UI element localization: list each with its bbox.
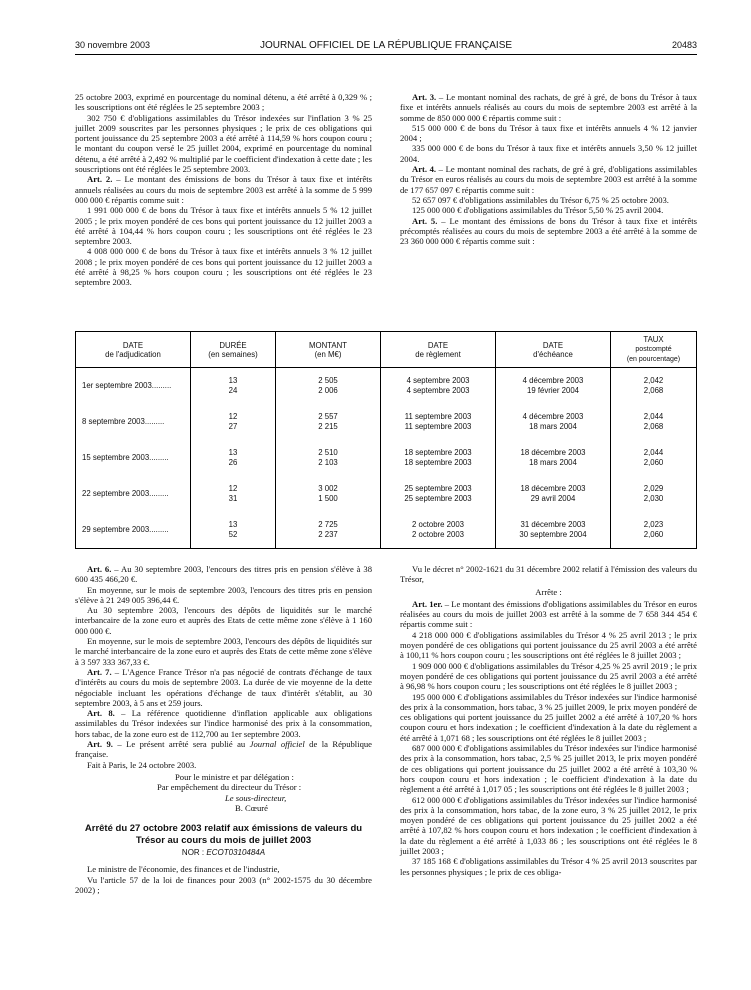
header-page-number: 20483: [671, 40, 697, 50]
cell-reglement: [381, 368, 496, 405]
paragraph: 195 000 000 € d'obligations assimilables du Trésor indexées sur l'indice harmonisé des prix à la consommation, hors tabac, 3 % 25 juillet 2009, le prix moyen pondéré de ces obligations qui portent jouissance du 25 juillet 2002 a été arrêté à 107,20 % hors coupon couru et hors indexation ; le coefficient d'indexation à la date du règlement a été arrêté à 1,071 68 ; les souscriptions ont été réglées le 8 juillet 2003 ;: [400, 691, 697, 743]
page-header: [75, 40, 697, 54]
cell-taux: [611, 404, 697, 440]
article-8: [75, 708, 372, 739]
paragraph: En moyenne, sur le mois de septembre 2003, l'encours des titres pris en pension s'élève à 21 249 005 396,44 €.: [75, 584, 372, 605]
nor-label: NOR :: [181, 848, 207, 858]
article-label: Art. 8.: [87, 708, 115, 719]
table-row: [76, 404, 697, 440]
header-sublabel: postcompté: [635, 346, 672, 353]
signature-title: Le sous-directeur,: [225, 792, 287, 803]
cell-value: 18 septembre 2003: [404, 458, 472, 467]
paragraph: Au 30 septembre 2003, l'encours des dépôts de liquidités sur le marché interbancaire de la zone euro et auprès des Etats de cette même zone s'élève à 1 160 000 000 €.: [75, 605, 372, 636]
header-label: TAUX: [643, 335, 664, 344]
cell-value: 1 500: [318, 494, 338, 503]
cell-value: 4 décembre 2003: [522, 376, 584, 385]
cell-duree: [191, 512, 276, 549]
article-text: – Le montant des émissions de bons du Trésor à taux fixe et intérêts annuels réalisées au cours du mois de septembre 2003 est arrêté à la somme de 5 999 000 000 € répartis comme suit :: [75, 174, 373, 205]
cell-value: 3 002: [318, 484, 338, 493]
cell-taux: [611, 368, 697, 405]
cell-value: 4 septembre 2003: [406, 376, 470, 385]
journal-name: Journal officiel: [249, 739, 305, 750]
cell-taux: [611, 512, 697, 549]
cell-value: 18 mars 2004: [529, 458, 577, 467]
cell-montant: [276, 476, 381, 512]
article-label: Art. 2.: [87, 174, 113, 185]
article-label: Art. 5.: [412, 215, 438, 226]
cell-value: 31: [228, 494, 238, 503]
cell-value: 2,068: [643, 422, 664, 431]
cell-value: 13: [228, 448, 238, 457]
article-text: – Le présent arrêté sera publié au: [112, 739, 250, 750]
table-row: [76, 512, 697, 549]
cell-value: 2,042: [643, 376, 664, 385]
cell-value: 52: [228, 530, 238, 539]
cell-value: 2 006: [318, 386, 338, 395]
cell-date-adjudication: 15 septembre 2003.........: [76, 440, 191, 476]
cell-value: 13: [228, 376, 238, 385]
cell-montant: [276, 440, 381, 476]
cell-date-adjudication: 22 septembre 2003.........: [76, 476, 191, 512]
article-4: [400, 164, 697, 195]
header-sublabel: (en pourcentage): [626, 356, 681, 363]
table-header-row: [76, 332, 697, 368]
paragraph: 515 000 000 € de bons du Trésor à taux fixe et intérêts annuels 4 % 12 janvier 2004 ;: [400, 122, 697, 144]
cell-echeance: [496, 512, 611, 549]
cell-value: 2,044: [643, 448, 664, 457]
cell-value: 4 septembre 2003: [406, 386, 470, 395]
paragraph: 4 218 000 000 € d'obligations assimilables du Trésor 4 % 25 avril 2013 ; le prix moyen pondéré de ces obligations qui portent jouissance du 25 avril 2003 a été arrêté à 100,11 % hors coupon couru ; les souscriptions ont été réglées le 8 juillet 2003 ;: [400, 629, 697, 661]
cell-value: 2,060: [643, 530, 664, 539]
cell-value: 30 septembre 2004: [519, 530, 587, 539]
cell-echeance: [496, 476, 611, 512]
cell-value: 19 février 2004: [526, 386, 579, 395]
cell-value: 2 505: [318, 376, 338, 385]
paragraph: 302 750 € d'obligations assimilables du Trésor indexées sur l'inflation 3 % 25 juillet 2009 souscrites par les personnes physiques ; le prix de ces obligations qui portent jouissance du 25 septembre 2003 a été arrêté à 114,59 % hors coupon couru ; le montant du coupon versé le 25 juillet 2004, exprimé en pourcentage du nominal détenu, a été arrêté à 2,492 % multiplié par le coefficient d'indexation à cette date ; les souscriptions ont été réglées le 25 septembre 2003.: [75, 112, 372, 175]
article-label: Art. 3.: [412, 92, 437, 102]
cell-montant: [276, 368, 381, 405]
cell-value: 2 215: [318, 422, 338, 431]
paragraph: 37 185 168 € d'obligations assimilables du Trésor 4 % 25 avril 2013 souscrites par les personnes physiques ; le prix de ces obliga-: [400, 856, 697, 877]
cell-value: 2,068: [643, 386, 664, 395]
cell-echeance: [496, 404, 611, 440]
cell-value: 2,029: [643, 484, 664, 493]
table-body: [76, 368, 697, 549]
cell-value: 11 septembre 2003: [404, 422, 472, 431]
paragraph: 1 909 000 000 € d'obligations assimilables du Trésor 4,25 % 25 avril 2019 ; le prix moyen pondéré de ces obligations qui portent jouissance du 25 avril 2003 a été arrêté à 96,98 % hors coupon couru ; les souscriptions ont été réglées le 8 juillet 2003 ;: [400, 660, 697, 692]
cell-value: 2,044: [643, 412, 664, 421]
article-text: – Le montant des émissions de bons du Trésor à taux fixe et intérêts précomptés réalisées au cours du mois de septembre 2003 a été arrêté à la somme de 23 360 000 000 € répartis comme suit :: [400, 215, 698, 247]
cell-value: 25 septembre 2003: [404, 484, 472, 493]
article-label: Art. 7.: [87, 666, 112, 677]
header-sublabel: de l'adjudication: [105, 349, 161, 359]
article-3: [400, 92, 697, 123]
paragraph: 4 008 000 000 € de bons du Trésor à taux fixe et intérêts annuels 3 % 12 juillet 2008 ; le prix moyen pondéré de ces bons qui portent jouissance du 12 juillet 2003 a été arrêté à 98,25 % hors coupon couru ; les souscriptions ont été réglées le 23 septembre 2003.: [75, 246, 372, 288]
cell-date-adjudication: 29 septembre 2003.........: [76, 512, 191, 549]
header-label: DURÉE: [219, 340, 247, 350]
article-7: [75, 667, 372, 708]
header-label: DATE: [542, 340, 564, 350]
cell-taux: [611, 440, 697, 476]
article-label: Art. 4.: [412, 164, 437, 175]
cell-value: 2 octobre 2003: [411, 530, 465, 539]
paragraph: 125 000 000 € d'obligations assimilables du Trésor 5,50 % 25 avril 2004.: [412, 205, 664, 216]
article-label: Art. 9.: [87, 739, 113, 750]
cell-value: 29 avril 2004: [530, 494, 576, 503]
cell-value: 4 décembre 2003: [522, 412, 584, 421]
header-sublabel: de règlement: [415, 349, 461, 359]
cell-taux: [611, 476, 697, 512]
cell-value: 18 décembre 2003: [520, 484, 586, 493]
article-1: [400, 599, 697, 630]
article-label: Art. 6.: [87, 564, 112, 574]
arrete-label: Arrête :: [535, 586, 562, 597]
cell-duree: [191, 476, 276, 512]
paragraph: 1 991 000 000 € de bons du Trésor à taux fixe et intérêts annuels 5 % 12 juillet 2005 ; le prix moyen pondéré de ces bons qui portent jouissance du 12 juillet 2003 a été arrêté à 104,44 % hors coupon couru ; les souscriptions ont été réglées le 23 septembre 2003.: [75, 205, 372, 247]
article-text: – Le montant nominal des rachats, de gré à gré, d'obligations assimilables du Trésor en euros réalisés au cours du mois de septembre 2003 est arrêté à la somme de 177 657 097 € répartis comme suit :: [400, 164, 697, 195]
cell-value: 27: [228, 422, 238, 431]
nor-code: ECOT0310484A: [206, 848, 266, 858]
cell-value: 12: [228, 412, 238, 421]
cell-value: 2 510: [318, 448, 338, 457]
header-label: MONTANT: [309, 340, 347, 350]
cell-montant: [276, 404, 381, 440]
paragraph: 335 000 000 € de bons du Trésor à taux fixe et intérêts annuels 3,50 % 12 juillet 2004.: [400, 143, 697, 164]
table-row: [76, 440, 697, 476]
paragraph: Vu l'article 57 de la loi de finances pour 2003 (n° 2002-1575 du 30 décembre 2002) ;: [75, 874, 372, 896]
cell-value: 2,030: [643, 494, 664, 503]
cell-echeance: [496, 440, 611, 476]
column-header: [611, 332, 697, 368]
nor-reference: [75, 848, 372, 858]
cell-value: 26: [228, 458, 238, 467]
cell-value: 12: [228, 484, 238, 493]
cell-montant: [276, 512, 381, 549]
paragraph: 25 octobre 2003, exprimé en pourcentage du nominal détenu, a été arrêté à 0,329 % ; les souscriptions ont été réglées le 25 septembre 2003 ;: [75, 92, 372, 113]
cell-duree: [191, 404, 276, 440]
signature-name: B. Cœuré: [235, 802, 268, 813]
cell-value: 18 septembre 2003: [404, 448, 472, 457]
header-label: DATE: [122, 340, 144, 350]
paragraph: En moyenne, sur le mois de septembre 2003, l'encours des dépôts de liquidités sur le marché interbancaire de la zone euro et auprès des Etats de cette même zone s'élève à 3 597 333 367,33 €.: [75, 636, 372, 667]
cell-value: 2,023: [643, 520, 664, 529]
cell-value: 2 octobre 2003: [411, 520, 465, 529]
cell-value: 24: [228, 386, 238, 395]
header-sublabel: (en M€): [314, 349, 342, 359]
cell-reglement: [381, 404, 496, 440]
cell-reglement: [381, 476, 496, 512]
signature-line: Pour le ministre et par délégation :: [175, 771, 294, 782]
column-header: [381, 332, 496, 368]
cell-reglement: [381, 512, 496, 549]
header-rule: [75, 54, 697, 55]
article-5: [400, 216, 697, 247]
cell-value: 31 décembre 2003: [520, 520, 586, 529]
signature-line: Par empêchement du directeur du Trésor :: [157, 782, 302, 793]
article-text: de la République française.: [75, 739, 372, 760]
header-journal-title: JOURNAL OFFICIEL DE LA RÉPUBLIQUE FRANÇAISE: [259, 40, 513, 51]
cell-value: 2 237: [318, 530, 338, 539]
header-date: 30 novembre 2003: [75, 40, 151, 50]
paragraph: 52 657 097 € d'obligations assimilables du Trésor 6,75 % 25 octobre 2003.: [412, 194, 669, 205]
cell-duree: [191, 440, 276, 476]
cell-date-adjudication: 1er septembre 2003.........: [76, 368, 191, 405]
column-right-top: [400, 92, 697, 246]
article-6: [75, 564, 372, 585]
header-sublabel: (en semaines): [208, 349, 258, 359]
paragraph: Le ministre de l'économie, des finances et de l'industrie,: [87, 864, 280, 875]
cell-echeance: [496, 368, 611, 405]
article-text: – L'Agence France Trésor n'a pas négocié de contrats d'échange de taux d'intérêts au cours du mois de septembre 2003. La durée de vie moyenne de la dette négociable incluant les opérations d'échange de taux d'intérêt s'établit, au 30 septembre 2003, à 5 ans et 259 jours.: [75, 666, 373, 708]
article-label: Art. 1er.: [412, 598, 443, 609]
column-header: [76, 332, 191, 368]
cell-value: 18 mars 2004: [529, 422, 577, 431]
cell-date-adjudication: 8 septembre 2003.........: [76, 404, 191, 440]
table-row: [76, 476, 697, 512]
cell-reglement: [381, 440, 496, 476]
table-row: [76, 368, 697, 405]
article-2: [75, 174, 372, 205]
article-text: – La référence quotidienne d'inflation applicable aux obligations assimilables du Trésor indexées sur l'indice harmonisé des prix à la consommation, hors tabac, de la zone euro est de 112,700 au 1er septembre 2003.: [75, 708, 373, 739]
cell-value: 13: [228, 520, 238, 529]
article-text: – Le montant nominal des rachats, de gré à gré, de bons du Trésor à taux fixe et intérêts annuels réalisés au cours du mois de septembre 2003 est arrêté à la somme de 850 000 000 € répartis comme suit :: [400, 92, 697, 123]
column-header: [191, 332, 276, 368]
cell-value: 2 725: [318, 520, 338, 529]
cell-value: 2 557: [318, 412, 338, 421]
cell-value: 18 décembre 2003: [520, 448, 586, 457]
cell-value: 11 septembre 2003: [404, 412, 472, 421]
paragraph: Vu le décret n° 2002-1621 du 31 décembre 2002 relatif à l'émission des valeurs du Trésor,: [400, 564, 697, 585]
paragraph: 687 000 000 € d'obligations assimilables du Trésor indexées sur l'indice harmonisé des prix à la consommation, hors tabac, 2,5 % 25 juillet 2013, le prix moyen pondéré de ces obligations qui portent jouissance du 25 juillet 2002 a été arrêté à 103,30 % hors coupon couru et hors indexation ; le coefficient d'indexation à la date du règlement a été arrêté à 1,017 05 ; les souscriptions ont été réglées le 8 juillet 2003 ;: [400, 743, 697, 795]
header-sublabel: d'échéance: [533, 349, 573, 359]
cell-value: 25 septembre 2003: [404, 494, 472, 503]
arrete-title: Arrêté du 27 octobre 2003 relatif aux émissions de valeurs du Trésor au cours du mois de juillet 2003: [84, 823, 363, 846]
article-9: [75, 739, 372, 760]
column-left-top: [75, 92, 372, 288]
cell-value: 2 103: [318, 458, 338, 467]
column-header: [276, 332, 381, 368]
cell-duree: [191, 368, 276, 405]
article-text: – Au 30 septembre 2003, l'encours des titres pris en pension s'élève à 38 600 435 466,20 €.: [75, 564, 372, 585]
adjudication-table: [75, 331, 697, 549]
column-right-bottom: [400, 564, 697, 877]
article-text: – Le montant des émissions d'obligations assimilables du Trésor en euros réalisées au cours du mois de juillet 2003 est arrêté à la somme de 7 658 344 454 € répartis comme suit :: [400, 598, 697, 630]
header-label: DATE: [427, 340, 449, 350]
column-left-bottom: [75, 564, 372, 895]
cell-value: 2,060: [643, 458, 664, 467]
fait-a-paris: Fait à Paris, le 24 octobre 2003.: [87, 759, 197, 770]
paragraph: 612 000 000 € d'obligations assimilables du Trésor indexées sur l'indice harmonisé des prix à la consommation, hors tabac, de la zone euro, 3 % 25 juillet 2012, le prix moyen pondéré de ces obligations qui portent jouissance du 25 juillet 2002 a été arrêté à 107,82 % hors coupon couru et hors indexation ; le coefficient d'indexation à la date du règlement a été arrêté à 1,033 86 ; les souscriptions ont été réglées le 8 juillet 2003 ;: [400, 794, 697, 857]
column-header: [496, 332, 611, 368]
